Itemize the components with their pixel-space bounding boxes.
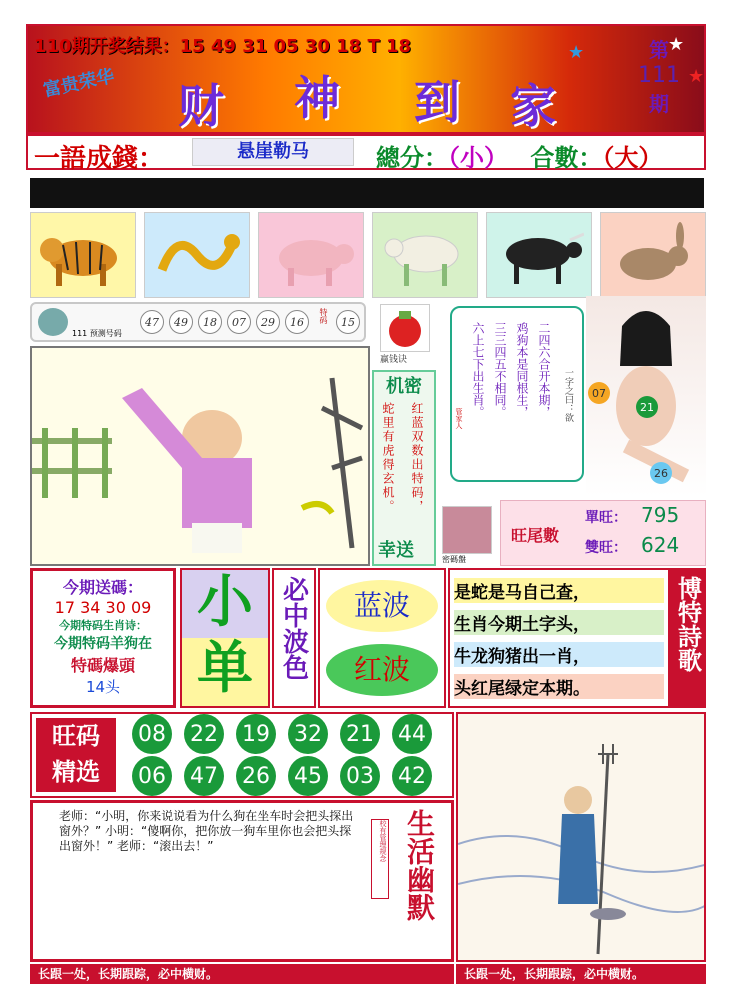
total-value: （小）	[448, 144, 508, 172]
tail-label: 旺尾數	[511, 526, 560, 545]
poem-line: 牛龙狗猪出一肖，	[454, 642, 664, 667]
dan-char: 单	[197, 636, 253, 701]
gift-title: 今期送碼：	[62, 578, 143, 597]
star-icon: ★	[568, 42, 585, 63]
poem-label-box	[670, 568, 706, 708]
gift-poem-text: 今期特码羊狗在	[54, 636, 152, 652]
woman-ball: 26	[650, 462, 672, 484]
secret-col1: 蛇里有虎得玄机。	[381, 402, 395, 514]
predict-ball: 47	[140, 310, 164, 334]
gift-numbers: 17 34 30 09	[54, 598, 152, 617]
pasta-bowl-icon	[442, 506, 492, 554]
cartoon-image	[30, 346, 370, 566]
hot-ball: 21	[340, 714, 380, 754]
tree-icon	[38, 308, 68, 336]
title-char-2: 神	[294, 71, 340, 125]
wave-color-label	[272, 568, 316, 708]
hot-ball: 26	[236, 756, 276, 796]
woman-ball: 21	[636, 396, 658, 418]
joke-box	[30, 800, 454, 962]
scores	[376, 138, 662, 173]
hot-numbers-box	[30, 712, 454, 798]
hot-ball: 42	[392, 756, 432, 796]
double-value: 624	[641, 533, 680, 557]
issue-prefix: 第	[649, 38, 669, 62]
issue-box	[622, 34, 696, 126]
gift-poem-title: 今期特码生肖诗：	[59, 619, 147, 632]
star-icon: ★	[688, 66, 705, 87]
total-label: 總分：	[376, 144, 448, 172]
hot-ball: 22	[184, 714, 224, 754]
predict-ball: 07	[227, 310, 251, 334]
model-photo	[586, 296, 706, 496]
secret-box	[372, 370, 436, 566]
predict-numbers	[140, 310, 309, 334]
scroll-col: 三三四五不相同。	[493, 322, 507, 418]
hot-ball: 32	[288, 714, 328, 754]
money-bag-icon	[380, 304, 430, 352]
special-ball: 15	[336, 310, 360, 334]
hot-ball: 06	[132, 756, 172, 796]
gift-head: 14头	[85, 678, 121, 696]
hot-ball: 08	[132, 714, 172, 754]
blue-wave: 蓝波	[326, 580, 438, 632]
predict-label: 111 预测号码	[72, 329, 122, 338]
special-label: 特码	[319, 308, 328, 324]
scroll-col: 鸡狗本是同根生，	[515, 322, 529, 418]
scroll-stamp: 管家人	[455, 408, 463, 429]
pig-image	[258, 212, 364, 298]
red-wave: 红波	[326, 644, 438, 696]
poem-scroll	[450, 306, 584, 482]
xiao-char: 小	[197, 570, 253, 635]
scroll-col: 二四六合开本期，	[537, 322, 551, 418]
joke-stamp: 校有管理规念	[371, 819, 389, 899]
black-bar	[30, 178, 704, 208]
poem-line: 生肖今期土字头，	[454, 610, 664, 635]
sheep-image	[372, 212, 478, 298]
secret-bottom-label: 密碼盤	[442, 555, 466, 564]
secret-col2: 红蓝双数出特码，	[410, 402, 424, 514]
waves-box	[318, 568, 446, 708]
joke-text: 老师：“小明，你来说说看为什么狗在坐车时会把头探出窗外？” 小明：“傻啊你，把你放一狗车里你也会把头探出窗外！” 老师：“滚出去！”	[59, 809, 354, 853]
hot-ball: 19	[236, 714, 276, 754]
slogan-label: 一語成錢：	[34, 144, 165, 174]
title-char-3: 到	[414, 75, 460, 129]
hot-ball: 03	[340, 756, 380, 796]
joke-label: 生活幽默	[403, 809, 436, 921]
hot-row-2	[132, 756, 432, 796]
hot-label-2: 精选	[52, 757, 100, 786]
predict-row	[30, 302, 366, 342]
rabbit-image	[600, 212, 706, 298]
single-value: 795	[641, 503, 680, 527]
secret-top-label: 赢钱诀	[380, 355, 408, 365]
star-icon: ★	[668, 34, 685, 55]
secret-bottom: 幸送	[378, 540, 414, 561]
predict-ball: 18	[198, 310, 222, 334]
title-char-1: 财	[178, 79, 224, 133]
footer-right: 长跟一处，长期跟踪，必中横财。	[456, 964, 706, 984]
poem-line: 是蛇是马自己查，	[454, 578, 664, 603]
gift-burst: 特碼爆頭	[70, 656, 135, 675]
ox-image	[486, 212, 592, 298]
hot-ball: 45	[288, 756, 328, 796]
hot-label-1: 旺码	[52, 721, 100, 750]
single-label: 單旺：	[585, 510, 627, 526]
tail-box	[500, 500, 706, 566]
footer-left: 长跟一处，长期跟踪，必中横财。	[30, 964, 454, 984]
predict-ball: 49	[169, 310, 193, 334]
poem-line: 头红尾绿定本期。	[454, 674, 664, 699]
side-slogan: 富贵荣华	[41, 65, 117, 102]
double-label: 雙旺：	[585, 540, 627, 556]
bise-text: 必中波色	[278, 576, 309, 680]
poem-label: 博特詩歌	[673, 576, 703, 672]
last-result: 110期开奖结果：15 49 31 05 30 18 T 18	[34, 36, 412, 57]
issue-suffix: 期	[649, 92, 669, 116]
secret-title: 机密	[386, 376, 422, 397]
header-banner	[26, 24, 706, 134]
scroll-col: 六上七下出生肖。	[471, 322, 485, 418]
slogan-row	[26, 134, 706, 174]
dragon-image	[144, 212, 250, 298]
small-odd-box	[180, 568, 270, 708]
scroll-sign: 一字之曰：欲	[563, 368, 573, 422]
poem-box	[448, 568, 670, 708]
woman-ball: 07	[588, 382, 610, 404]
sum-label: 合數：	[530, 144, 603, 172]
hot-row-1	[132, 714, 432, 754]
hot-ball: 44	[392, 714, 432, 754]
title-char-4: 家	[510, 79, 556, 133]
slogan-text: 悬崖勒马	[192, 138, 354, 166]
tiger-image	[30, 212, 136, 298]
issue-number: 111	[638, 63, 680, 88]
predict-ball: 29	[256, 310, 280, 334]
gift-box	[30, 568, 176, 708]
hot-ball: 47	[184, 756, 224, 796]
hot-label	[36, 718, 116, 792]
predict-ball: 16	[285, 310, 309, 334]
sum-value: （大）	[602, 144, 663, 172]
fisherman-painting	[456, 712, 706, 962]
